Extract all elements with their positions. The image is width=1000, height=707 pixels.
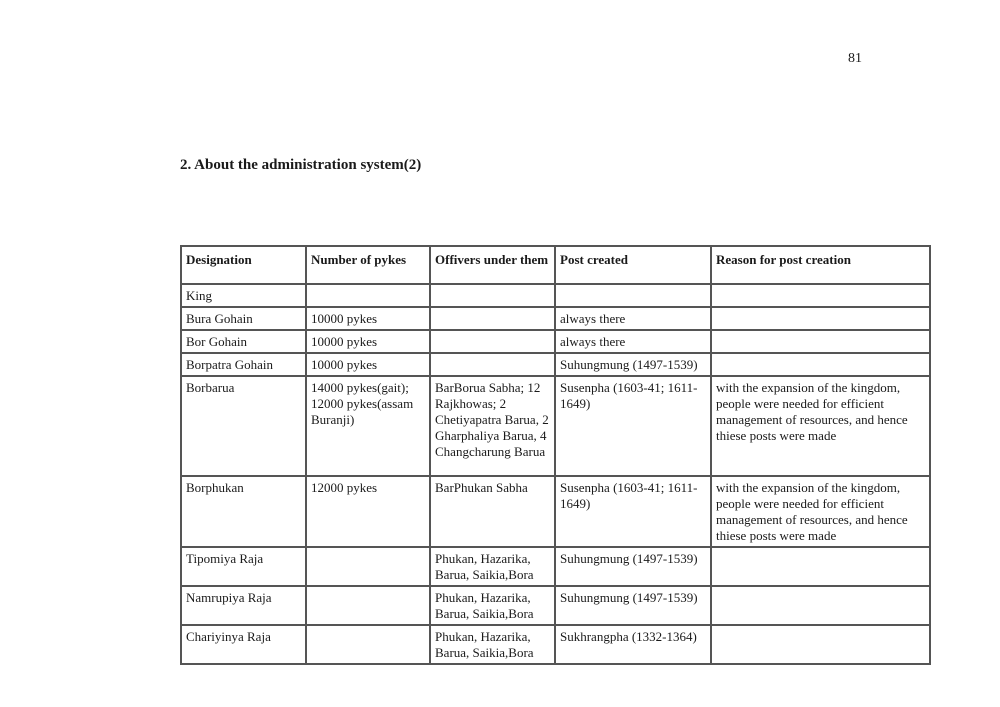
cell-number-of-pykes: 14000 pykes(gait); 12000 pykes(assam Buranji) xyxy=(306,376,430,476)
cell-designation: Bura Gohain xyxy=(181,307,306,330)
table-header-row xyxy=(181,246,930,284)
cell-reason: with the expansion of the kingdom, people were needed for efficient management of resources, and hence thiese posts were made xyxy=(711,376,930,476)
table-row xyxy=(181,586,930,625)
table-row xyxy=(181,284,930,307)
cell-reason xyxy=(711,586,930,625)
cell-reason xyxy=(711,625,930,664)
cell-post-created: Susenpha (1603-41; 1611-1649) xyxy=(555,476,711,547)
cell-post-created: Suhungmung (1497-1539) xyxy=(555,353,711,376)
table-row xyxy=(181,330,930,353)
cell-reason xyxy=(711,547,930,586)
cell-number-of-pykes: 10000 pykes xyxy=(306,330,430,353)
cell-post-created: Suhungmung (1497-1539) xyxy=(555,586,711,625)
table-row xyxy=(181,353,930,376)
cell-officers: BarBorua Sabha; 12 Rajkhowas; 2 Chetiyapatra Barua, 2 Gharphaliya Barua, 4 Changcharung Barua xyxy=(430,376,555,476)
cell-designation: Chariyinya Raja xyxy=(181,625,306,664)
table-row xyxy=(181,476,930,547)
cell-reason xyxy=(711,307,930,330)
cell-reason xyxy=(711,330,930,353)
cell-officers xyxy=(430,330,555,353)
table-row xyxy=(181,547,930,586)
table-body xyxy=(181,284,930,664)
column-header-post-created: Post created xyxy=(555,246,711,284)
cell-designation: Borbarua xyxy=(181,376,306,476)
cell-reason: with the expansion of the kingdom, people were needed for efficient management of resources, and hence thiese posts were made xyxy=(711,476,930,547)
cell-post-created: always there xyxy=(555,307,711,330)
column-header-number-of-pykes: Number of pykes xyxy=(306,246,430,284)
cell-officers: Phukan, Hazarika, Barua, Saikia,Bora xyxy=(430,547,555,586)
cell-designation: Borpatra Gohain xyxy=(181,353,306,376)
cell-officers: Phukan, Hazarika, Barua, Saikia,Bora xyxy=(430,586,555,625)
section-heading: 2. About the administration system(2) xyxy=(180,157,422,173)
cell-number-of-pykes xyxy=(306,284,430,307)
cell-number-of-pykes: 12000 pykes xyxy=(306,476,430,547)
cell-designation: Namrupiya Raja xyxy=(181,586,306,625)
cell-post-created: Suhungmung (1497-1539) xyxy=(555,547,711,586)
cell-officers xyxy=(430,284,555,307)
cell-designation: Borphukan xyxy=(181,476,306,547)
administration-table xyxy=(180,245,931,665)
cell-number-of-pykes: 10000 pykes xyxy=(306,307,430,330)
table-header xyxy=(181,246,930,284)
cell-designation: Bor Gohain xyxy=(181,330,306,353)
cell-post-created: Sukhrangpha (1332-1364) xyxy=(555,625,711,664)
cell-post-created xyxy=(555,284,711,307)
table-row xyxy=(181,307,930,330)
cell-reason xyxy=(711,284,930,307)
table-row xyxy=(181,376,930,476)
cell-number-of-pykes xyxy=(306,547,430,586)
column-header-reason-for-post-creation: Reason for post creation xyxy=(711,246,930,284)
cell-officers: Phukan, Hazarika, Barua, Saikia,Bora xyxy=(430,625,555,664)
cell-officers xyxy=(430,353,555,376)
column-header-designation: Designation xyxy=(181,246,306,284)
cell-number-of-pykes xyxy=(306,625,430,664)
cell-officers: BarPhukan Sabha xyxy=(430,476,555,547)
cell-post-created: Susenpha (1603-41; 1611-1649) xyxy=(555,376,711,476)
cell-number-of-pykes: 10000 pykes xyxy=(306,353,430,376)
cell-post-created: always there xyxy=(555,330,711,353)
cell-designation: King xyxy=(181,284,306,307)
cell-officers xyxy=(430,307,555,330)
page-number: 81 xyxy=(848,51,862,66)
cell-number-of-pykes xyxy=(306,586,430,625)
cell-designation: Tipomiya Raja xyxy=(181,547,306,586)
cell-reason xyxy=(711,353,930,376)
column-header-officers-under-them: Offivers under them xyxy=(430,246,555,284)
table-row xyxy=(181,625,930,664)
